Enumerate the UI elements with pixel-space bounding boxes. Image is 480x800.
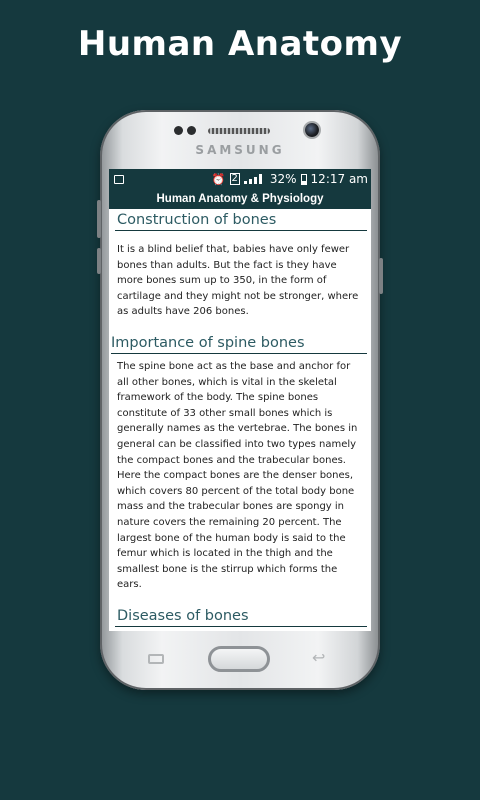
phone-screen (109, 169, 371, 631)
section-body: The spine bone act as the base and anchor for all other bones, which is vital in the skeletal framework of the body. The spine bones constitute of 33 other small bones which is generally names as the vertebrae. The bones in general can be classified into two types namely the compact bones and the trabecular bones. Here the compact bones are the denser bones, which covers 80 percent of the total body bone mass and the trabecular bones are spongy in nature covers the remaining 20 percent. The largest bone of the human body is said to the femur which is located in the thigh and the smallest bone is the stirrup which forms the ears. (117, 360, 358, 591)
device-brand: SAMSUNG (195, 143, 285, 157)
alarm-icon: ⏰ (211, 172, 226, 186)
bixby-button (97, 248, 101, 274)
earpiece-speaker (208, 128, 270, 134)
section-body: It is a blind belief that, babies have only fewer bones than adults. But the fact is they have more bones sum up to 350, in the form of cartilage and they might not be stronger, where as adults have 206 bones. (117, 244, 359, 318)
home-button[interactable] (208, 646, 270, 672)
app-bar-title: Human Anatomy & Physiology (109, 189, 371, 209)
status-time: 12:17 am (310, 172, 368, 186)
phone-frame (100, 110, 380, 690)
section (115, 209, 367, 320)
light-sensor (187, 126, 196, 135)
sim-badge: 2 (231, 173, 238, 184)
battery-icon (301, 174, 307, 185)
section-title: Construction of bones (115, 209, 367, 231)
section (111, 332, 367, 593)
section (115, 605, 367, 631)
signal-icon (244, 174, 266, 184)
front-camera (305, 123, 319, 137)
volume-button (97, 200, 101, 238)
section-body (115, 627, 367, 631)
power-button (379, 258, 383, 294)
promo-title: Human Anatomy (77, 24, 403, 64)
section-title: Diseases of bones (115, 605, 367, 627)
article-content[interactable] (109, 209, 371, 631)
image-notification-icon (114, 175, 124, 184)
battery-percent: 32% (269, 172, 297, 186)
proximity-sensor (174, 126, 183, 135)
status-bar (109, 169, 371, 189)
section-title: Importance of spine bones (111, 332, 367, 354)
back-icon[interactable]: ↩ (312, 648, 326, 667)
recent-apps-button[interactable] (148, 654, 164, 664)
